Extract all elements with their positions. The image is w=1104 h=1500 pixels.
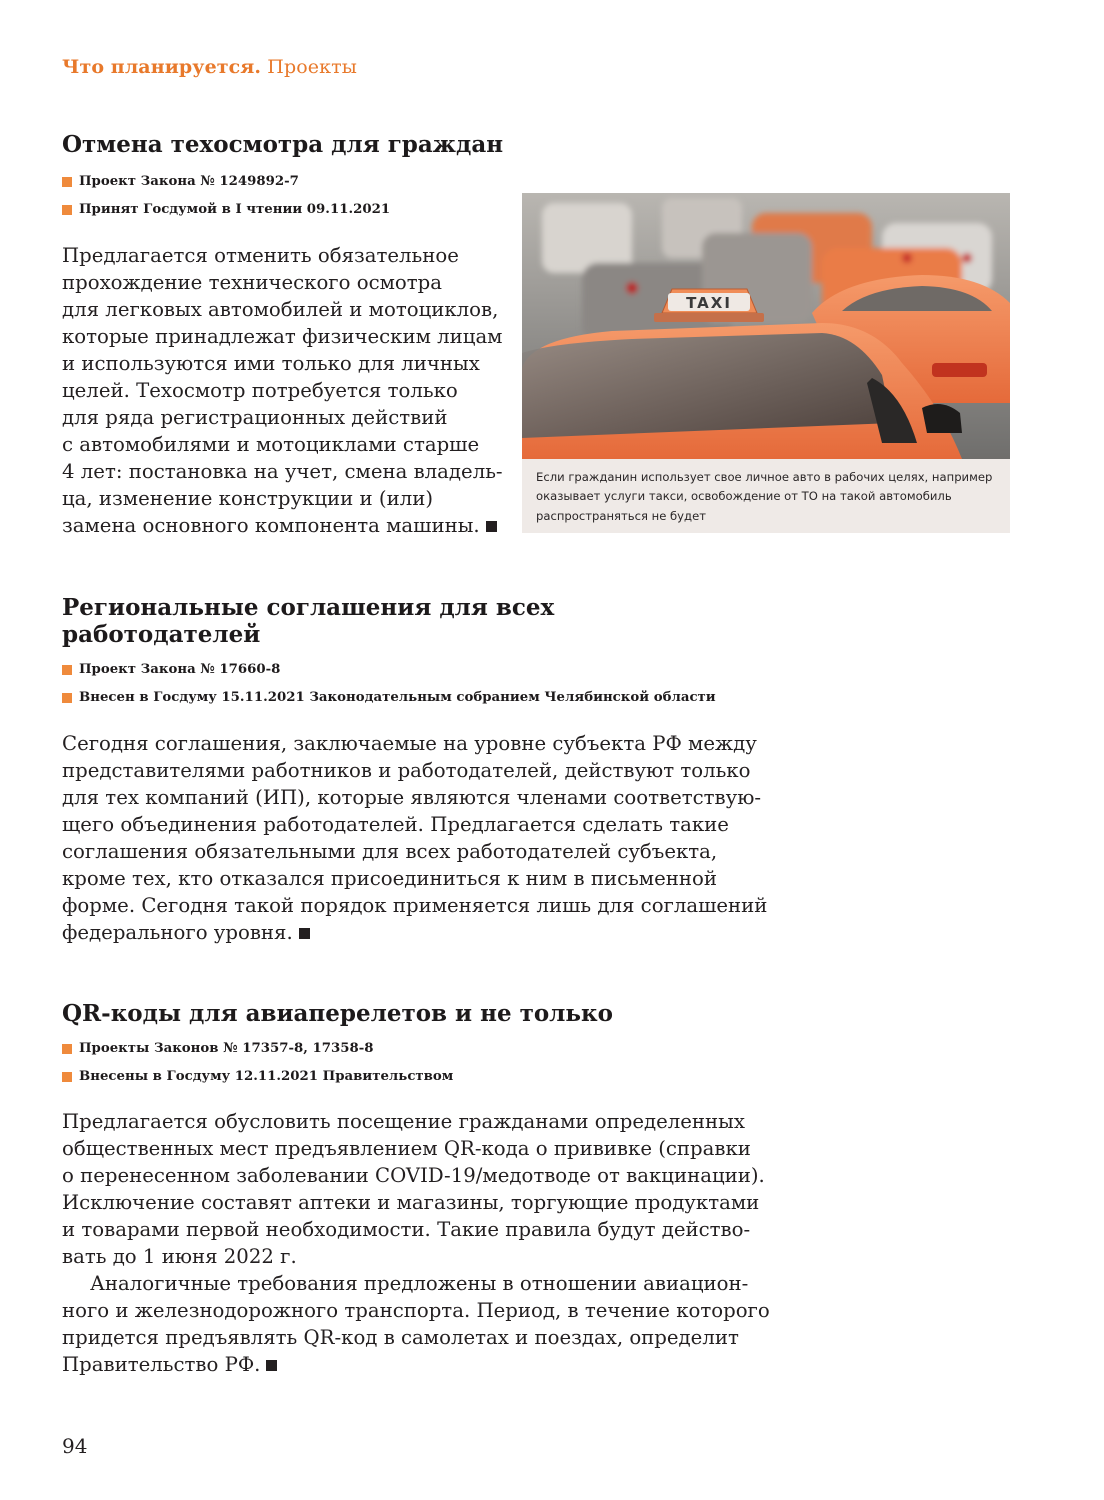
- body-line-last: [62, 512, 503, 539]
- body-line: форме. Сегодня такой порядок применяется лишь для соглашений: [62, 894, 768, 917]
- body-line: для легковых автомобилей и мотоциклов,: [62, 298, 499, 321]
- body-line: ного и железнодорожного транспорта. Период, в течение которого: [62, 1299, 770, 1322]
- article-2-title: [62, 594, 554, 648]
- meta-text: Внесены в Госдуму 12.11.2021 Правительством: [79, 1069, 454, 1084]
- taxi-photo-figure: [522, 193, 1010, 533]
- body-line: Предлагается обусловить посещение гражданами определенных: [62, 1110, 745, 1133]
- article-3-meta: [62, 1035, 453, 1091]
- body-line-last: [62, 919, 767, 946]
- body-line: придется предъявлять QR-код в самолетах и поездах, определит: [62, 1326, 739, 1349]
- body-line: ца, изменение конструкции и (или): [62, 487, 434, 510]
- meta-item: [62, 196, 390, 224]
- article-1-title: Отмена техосмотра для граждан: [62, 131, 504, 158]
- body-line: о перенесенном заболевании COVID-19/медотводе от вакцинации).: [62, 1164, 765, 1187]
- article-2-body: [62, 730, 767, 946]
- title-line: Региональные соглашения для всех: [62, 594, 555, 621]
- body-line: вать до 1 июня 2022 г.: [62, 1245, 297, 1268]
- body-line: целей. Техосмотр потребуется только: [62, 379, 458, 402]
- body-line: общественных мест предъявлением QR-кода о прививке (справки: [62, 1137, 751, 1160]
- photo-caption: [536, 468, 1006, 526]
- taxi-photo: [522, 193, 1010, 459]
- body-line: для ряда регистрационных действий: [62, 406, 448, 429]
- body-line: для тех компаний (ИП), которые являются членами соответствую-: [62, 786, 761, 809]
- body-line-text: федерального уровня.: [62, 921, 293, 944]
- section-label: [62, 56, 357, 78]
- body-line: Сегодня соглашения, заключаемые на уровне субъекта РФ между: [62, 732, 757, 755]
- body-line: представителями работников и работодателей, действуют только: [62, 759, 751, 782]
- body-line: и используются ими только для личных: [62, 352, 480, 375]
- body-line: Предлагается отменить обязательное: [62, 244, 459, 267]
- article-3-body: [62, 1108, 770, 1378]
- meta-item: [62, 684, 716, 712]
- body-line: которые принадлежат физическим лицам: [62, 325, 503, 348]
- taxi-sign-text: TAXI: [686, 294, 732, 312]
- meta-text: Проект Закона № 17660-8: [79, 662, 281, 677]
- body-line: с автомобилями и мотоциклами старше: [62, 433, 480, 456]
- caption-line: оказывает услуги такси, освобождение от ТО на такой автомобиль: [536, 489, 952, 504]
- bullet-square-icon: [62, 1072, 72, 1082]
- meta-text: Проект Закона № 1249892-7: [79, 174, 299, 189]
- body-line-text: замена основного компонента машины.: [62, 514, 480, 537]
- meta-item: [62, 1063, 453, 1091]
- meta-item: [62, 656, 716, 684]
- caption-line: Если гражданин использует свое личное авто в рабочих целях, например: [536, 470, 993, 484]
- body-line-text: Правительство РФ.: [62, 1353, 261, 1376]
- bullet-square-icon: [62, 177, 72, 187]
- body-line: 4 лет: постановка на учет, смена владель-: [62, 460, 503, 483]
- section-label-bold: Что планируется.: [62, 56, 262, 78]
- article-3-title: QR-коды для авиаперелетов и не только: [62, 1000, 613, 1027]
- article-1-meta: [62, 168, 390, 224]
- body-line: щего объединения работодателей. Предлагается сделать такие: [62, 813, 729, 836]
- bullet-square-icon: [62, 665, 72, 675]
- bullet-square-icon: [62, 693, 72, 703]
- meta-text: Внесен в Госдуму 15.11.2021 Законодательным собранием Челябинской области: [79, 690, 716, 705]
- section-label-rest: Проекты: [267, 56, 357, 78]
- meta-text: Принят Госдумой в I чтении 09.11.2021: [79, 202, 391, 217]
- article-2-meta: [62, 656, 716, 712]
- body-line: и товарами первой необходимости. Такие правила будут действо-: [62, 1218, 751, 1241]
- meta-text: Проекты Законов № 17357-8, 17358-8: [79, 1041, 374, 1056]
- end-of-article-icon: [486, 521, 497, 532]
- body-line: Исключение составят аптеки и магазины, торгующие продуктами: [62, 1191, 760, 1214]
- body-line: соглашения обязательными для всех работодателей субъекта,: [62, 840, 718, 863]
- meta-item: [62, 1035, 453, 1063]
- body-line-last: [62, 1351, 770, 1378]
- body-line: прохождение технического осмотра: [62, 271, 443, 294]
- title-line: работодателей: [62, 621, 261, 648]
- end-of-article-icon: [266, 1360, 277, 1371]
- body-line: Аналогичные требования предложены в отношении авиацион-: [90, 1272, 749, 1295]
- end-of-article-icon: [299, 928, 310, 939]
- body-line: кроме тех, кто отказался присоединиться к ним в письменной: [62, 867, 717, 890]
- meta-item: [62, 168, 390, 196]
- article-1-body: [62, 242, 503, 539]
- page-number: 94: [62, 1434, 88, 1458]
- bullet-square-icon: [62, 1044, 72, 1054]
- caption-line: распространяться не будет: [536, 508, 706, 523]
- bullet-square-icon: [62, 205, 72, 215]
